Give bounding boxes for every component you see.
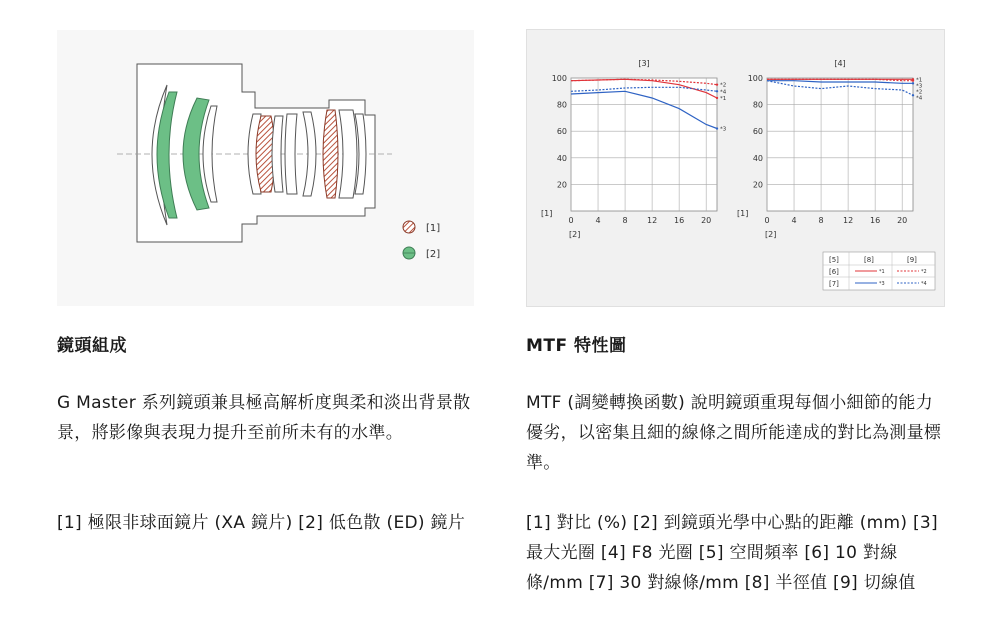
legend-10lp: [6] — [829, 268, 839, 276]
y-tick-label: 60 — [752, 127, 763, 137]
mtf-legend-text: [1] 對比 (%) [2] 到鏡頭光學中心點的距離 (mm) [3] 最大光圈 [4] F8 光圈 [5] 空間頻率 [6] 10 對線條/mm [7] 30 對線條/mm [8] 半徑值 [9] 切線值 — [526, 513, 938, 593]
mtf-legend-table — [823, 252, 935, 290]
legend-label-s2: *2 — [921, 269, 927, 275]
mtf-chart-svg — [527, 30, 944, 306]
lens-diagram-svg — [57, 30, 474, 306]
legend-label-s1: *1 — [879, 269, 885, 275]
x-tick-label: 16 — [870, 216, 881, 225]
y-tick-label: 60 — [556, 127, 567, 137]
x-tick-label: 0 — [764, 216, 770, 225]
x-tick-label: 12 — [647, 216, 658, 225]
series-end-label: *3 — [916, 83, 923, 90]
y-tick-label: 40 — [556, 153, 567, 163]
plot-area — [571, 78, 717, 211]
xa-element-2 — [323, 110, 338, 198]
lens-element-5 — [285, 114, 297, 194]
series-end-label: *4 — [720, 89, 727, 96]
lens-construction-diagram — [57, 30, 474, 306]
x-tick-label: 12 — [843, 216, 854, 225]
lens-section-title: 鏡頭組成 — [57, 336, 127, 356]
legend-ed-label: [2] — [426, 249, 441, 260]
x-tick-label: 16 — [674, 216, 685, 225]
x-tick-label: 8 — [622, 216, 628, 225]
series-end-point — [912, 82, 914, 84]
mtf-chart-f8 — [737, 59, 923, 239]
series-end-point — [716, 83, 718, 85]
series-end-point — [716, 90, 718, 92]
x-tick-label: 0 — [568, 216, 574, 225]
x-tick-label: 20 — [701, 216, 712, 225]
series-end-label: *2 — [916, 89, 923, 96]
mtf-section-title: MTF 特性圖 — [526, 336, 627, 356]
y-tick-label: 20 — [752, 180, 763, 190]
series-end-label: *1 — [720, 95, 727, 102]
series-end-point — [716, 127, 718, 129]
legend-30lp: [7] — [829, 280, 839, 288]
chart-title: [4] — [834, 59, 846, 68]
x-tick-label: 4 — [595, 216, 601, 225]
y-tick-label: 80 — [556, 100, 567, 110]
plot-area — [767, 78, 913, 211]
y-tick-label: 80 — [752, 100, 763, 110]
series-end-label: *3 — [720, 126, 727, 133]
y-tick-label: 100 — [747, 74, 763, 83]
legend-xa-swatch — [403, 221, 415, 233]
series-end-label: *2 — [720, 82, 727, 89]
lens-legend-text: [1] 極限非球面鏡片 (XA 鏡片) [2] 低色散 (ED) 鏡片 — [57, 513, 466, 533]
chart-title: [3] — [638, 59, 650, 68]
lens-element-4 — [272, 116, 283, 192]
lens-description: G Master 系列鏡頭兼具極高解析度與柔和淡出背景散景，將影像與表現力提升至前所未有的水準。 — [57, 393, 471, 443]
mtf-chart-max-aperture — [541, 59, 727, 239]
x-tick-label: 8 — [818, 216, 824, 225]
series-end-label: *1 — [916, 77, 923, 84]
series-end-label: *4 — [916, 95, 923, 102]
mtf-chart-panel — [526, 29, 945, 307]
series-end-point — [912, 94, 914, 96]
x-tick-label: 4 — [791, 216, 797, 225]
y-tick-label: 100 — [551, 74, 567, 83]
mtf-description: MTF (調變轉換函數) 說明鏡頭重現每個小細節的能力優劣，以密集且細的線條之間所能達成的對比為測量標準。 — [526, 393, 942, 473]
series-end-point — [912, 79, 914, 81]
y-tick-label: 40 — [752, 153, 763, 163]
legend-xa-label: [1] — [426, 223, 441, 234]
legend-radial: [8] — [864, 256, 874, 264]
series-end-point — [716, 97, 718, 99]
y-tick-label: 20 — [556, 180, 567, 190]
legend-label-s4: *4 — [921, 281, 927, 287]
legend-tangential: [9] — [907, 256, 917, 264]
legend-spatial-frequency: [5] — [829, 256, 839, 264]
y-axis-label: [1] — [737, 209, 749, 218]
x-axis-label: [2] — [765, 230, 777, 239]
legend-label-s3: *3 — [879, 281, 885, 287]
x-tick-label: 20 — [897, 216, 908, 225]
x-axis-label: [2] — [569, 230, 581, 239]
y-axis-label: [1] — [541, 209, 553, 218]
